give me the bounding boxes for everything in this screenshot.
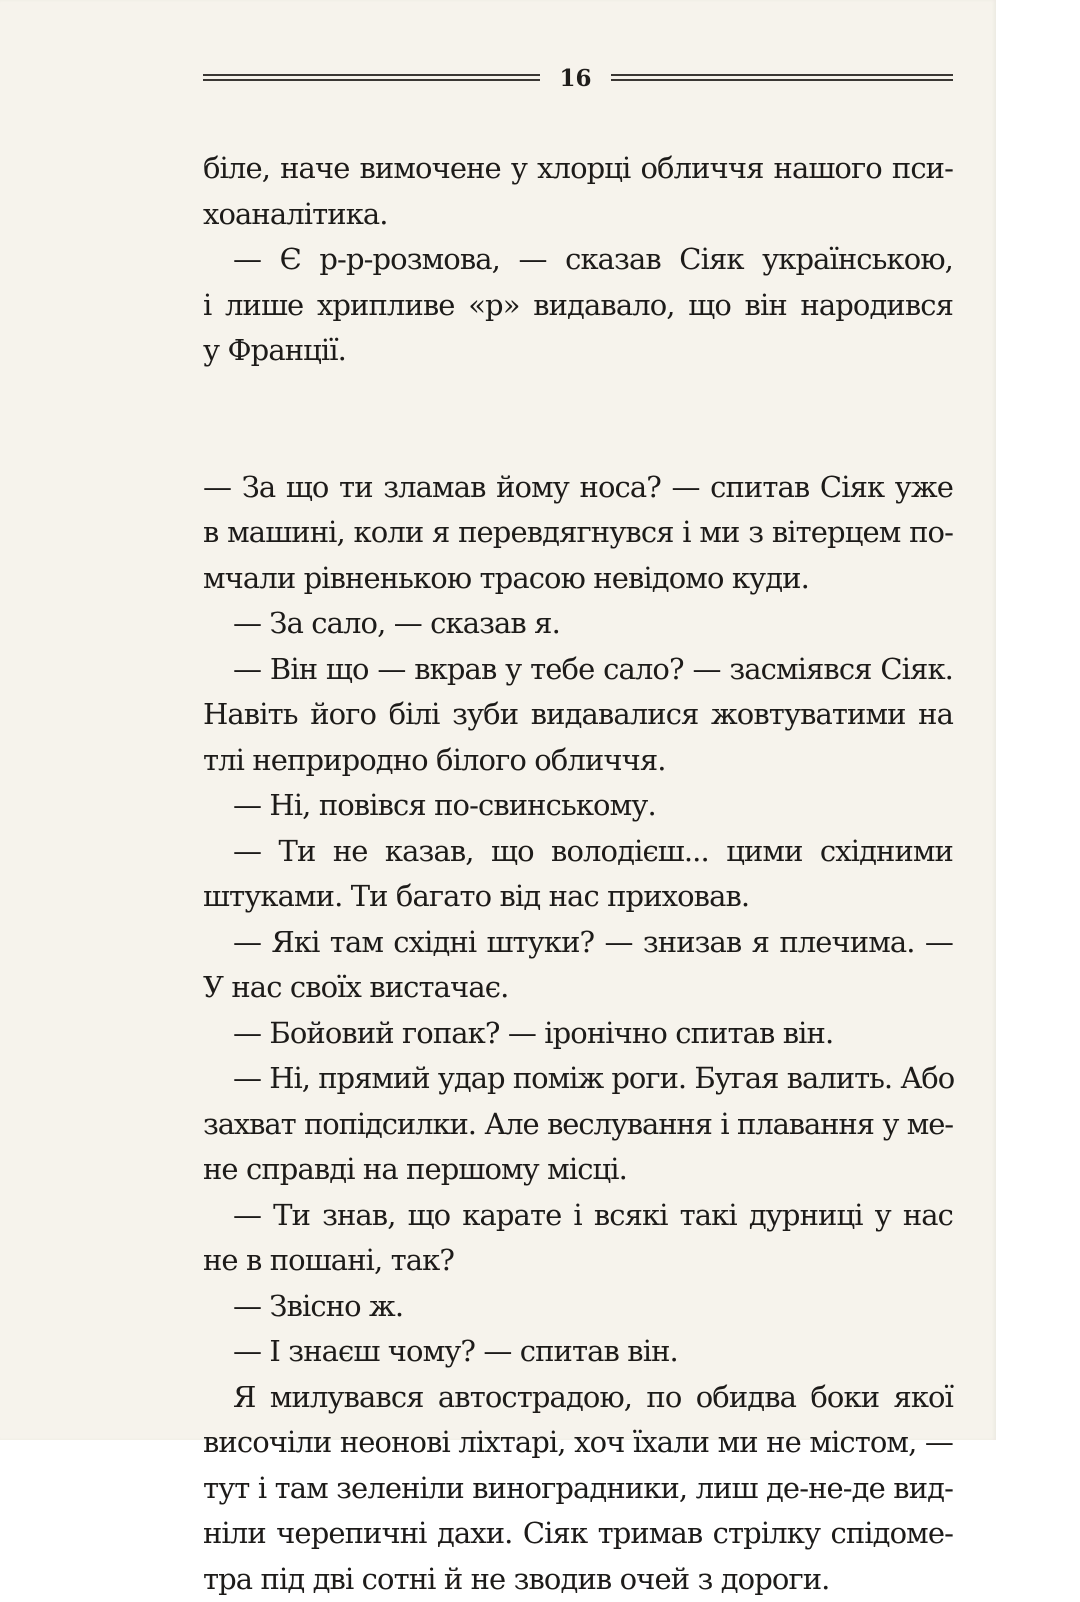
- text-line: Навіть його білі зуби видавалися жовтуватими на: [203, 692, 953, 738]
- text-line: тлі неприродно білого обличчя.: [203, 738, 953, 784]
- header-rule-left: [203, 74, 540, 81]
- text-line: — Ти не казав, що володієш... цими східними: [203, 829, 953, 875]
- text-line: — За що ти зламав йому носа? — спитав Сіяк уже: [203, 465, 953, 511]
- section-break: [203, 374, 953, 465]
- text-line: не справді на першому місці.: [203, 1147, 953, 1193]
- body-text: [203, 146, 953, 1602]
- text-line: захват попідсилки. Але веслування і плавання у ме-: [203, 1102, 953, 1148]
- text-line: не в пошані, так?: [203, 1238, 953, 1284]
- text-line: — Ти знав, що карате і всякі такі дурниці у нас: [203, 1193, 953, 1239]
- text-line: у Франції.: [203, 328, 953, 374]
- text-line: Я милувався автострадою, по обидва боки якої: [203, 1375, 953, 1421]
- text-line: біле, наче вимочене у хлорці обличчя нашого пси-: [203, 146, 953, 192]
- text-line: — Бойовий гопак? — іронічно спитав він.: [203, 1011, 953, 1057]
- text-line: У нас своїх вистачає.: [203, 965, 953, 1011]
- text-line: — Ні, повівся по-свинському.: [203, 783, 953, 829]
- text-line: тут і там зеленіли виноградники, лиш де-не-де вид-: [203, 1466, 953, 1512]
- text-line: — Він що — вкрав у тебе сало? — засміявся Сіяк.: [203, 647, 953, 693]
- text-line: мчали рівненькою трасою невідомо куди.: [203, 556, 953, 602]
- text-line: — Які там східні штуки? — знизав я плечима. —: [203, 920, 953, 966]
- header-rule-right: [611, 74, 953, 81]
- text-line: і лише хрипливе «р» видавало, що він народився: [203, 283, 953, 329]
- page-number: 16: [540, 62, 611, 96]
- text-line: — Ні, прямий удар поміж роги. Бугая валить. Або: [203, 1056, 953, 1102]
- text-line: в машині, коли я перевдягнувся і ми з вітерцем по-: [203, 510, 953, 556]
- text-line: — Звісно ж.: [203, 1284, 953, 1330]
- text-line: тра під дві сотні й не зводив очей з дороги.: [203, 1557, 953, 1602]
- text-line: — І знаєш чому? — спитав він.: [203, 1329, 953, 1375]
- text-line: штуками. Ти багато від нас приховав.: [203, 874, 953, 920]
- text-line: — Є р-р-розмова, — сказав Сіяк українською,: [203, 237, 953, 283]
- text-line: хоаналітика.: [203, 192, 953, 238]
- text-line: височіли неонові ліхтарі, хоч їхали ми не містом, —: [203, 1420, 953, 1466]
- text-line: ніли черепичні дахи. Сіяк тримав стрілку спідоме-: [203, 1511, 953, 1557]
- running-header: [203, 62, 953, 98]
- text-line: — За сало, — сказав я.: [203, 601, 953, 647]
